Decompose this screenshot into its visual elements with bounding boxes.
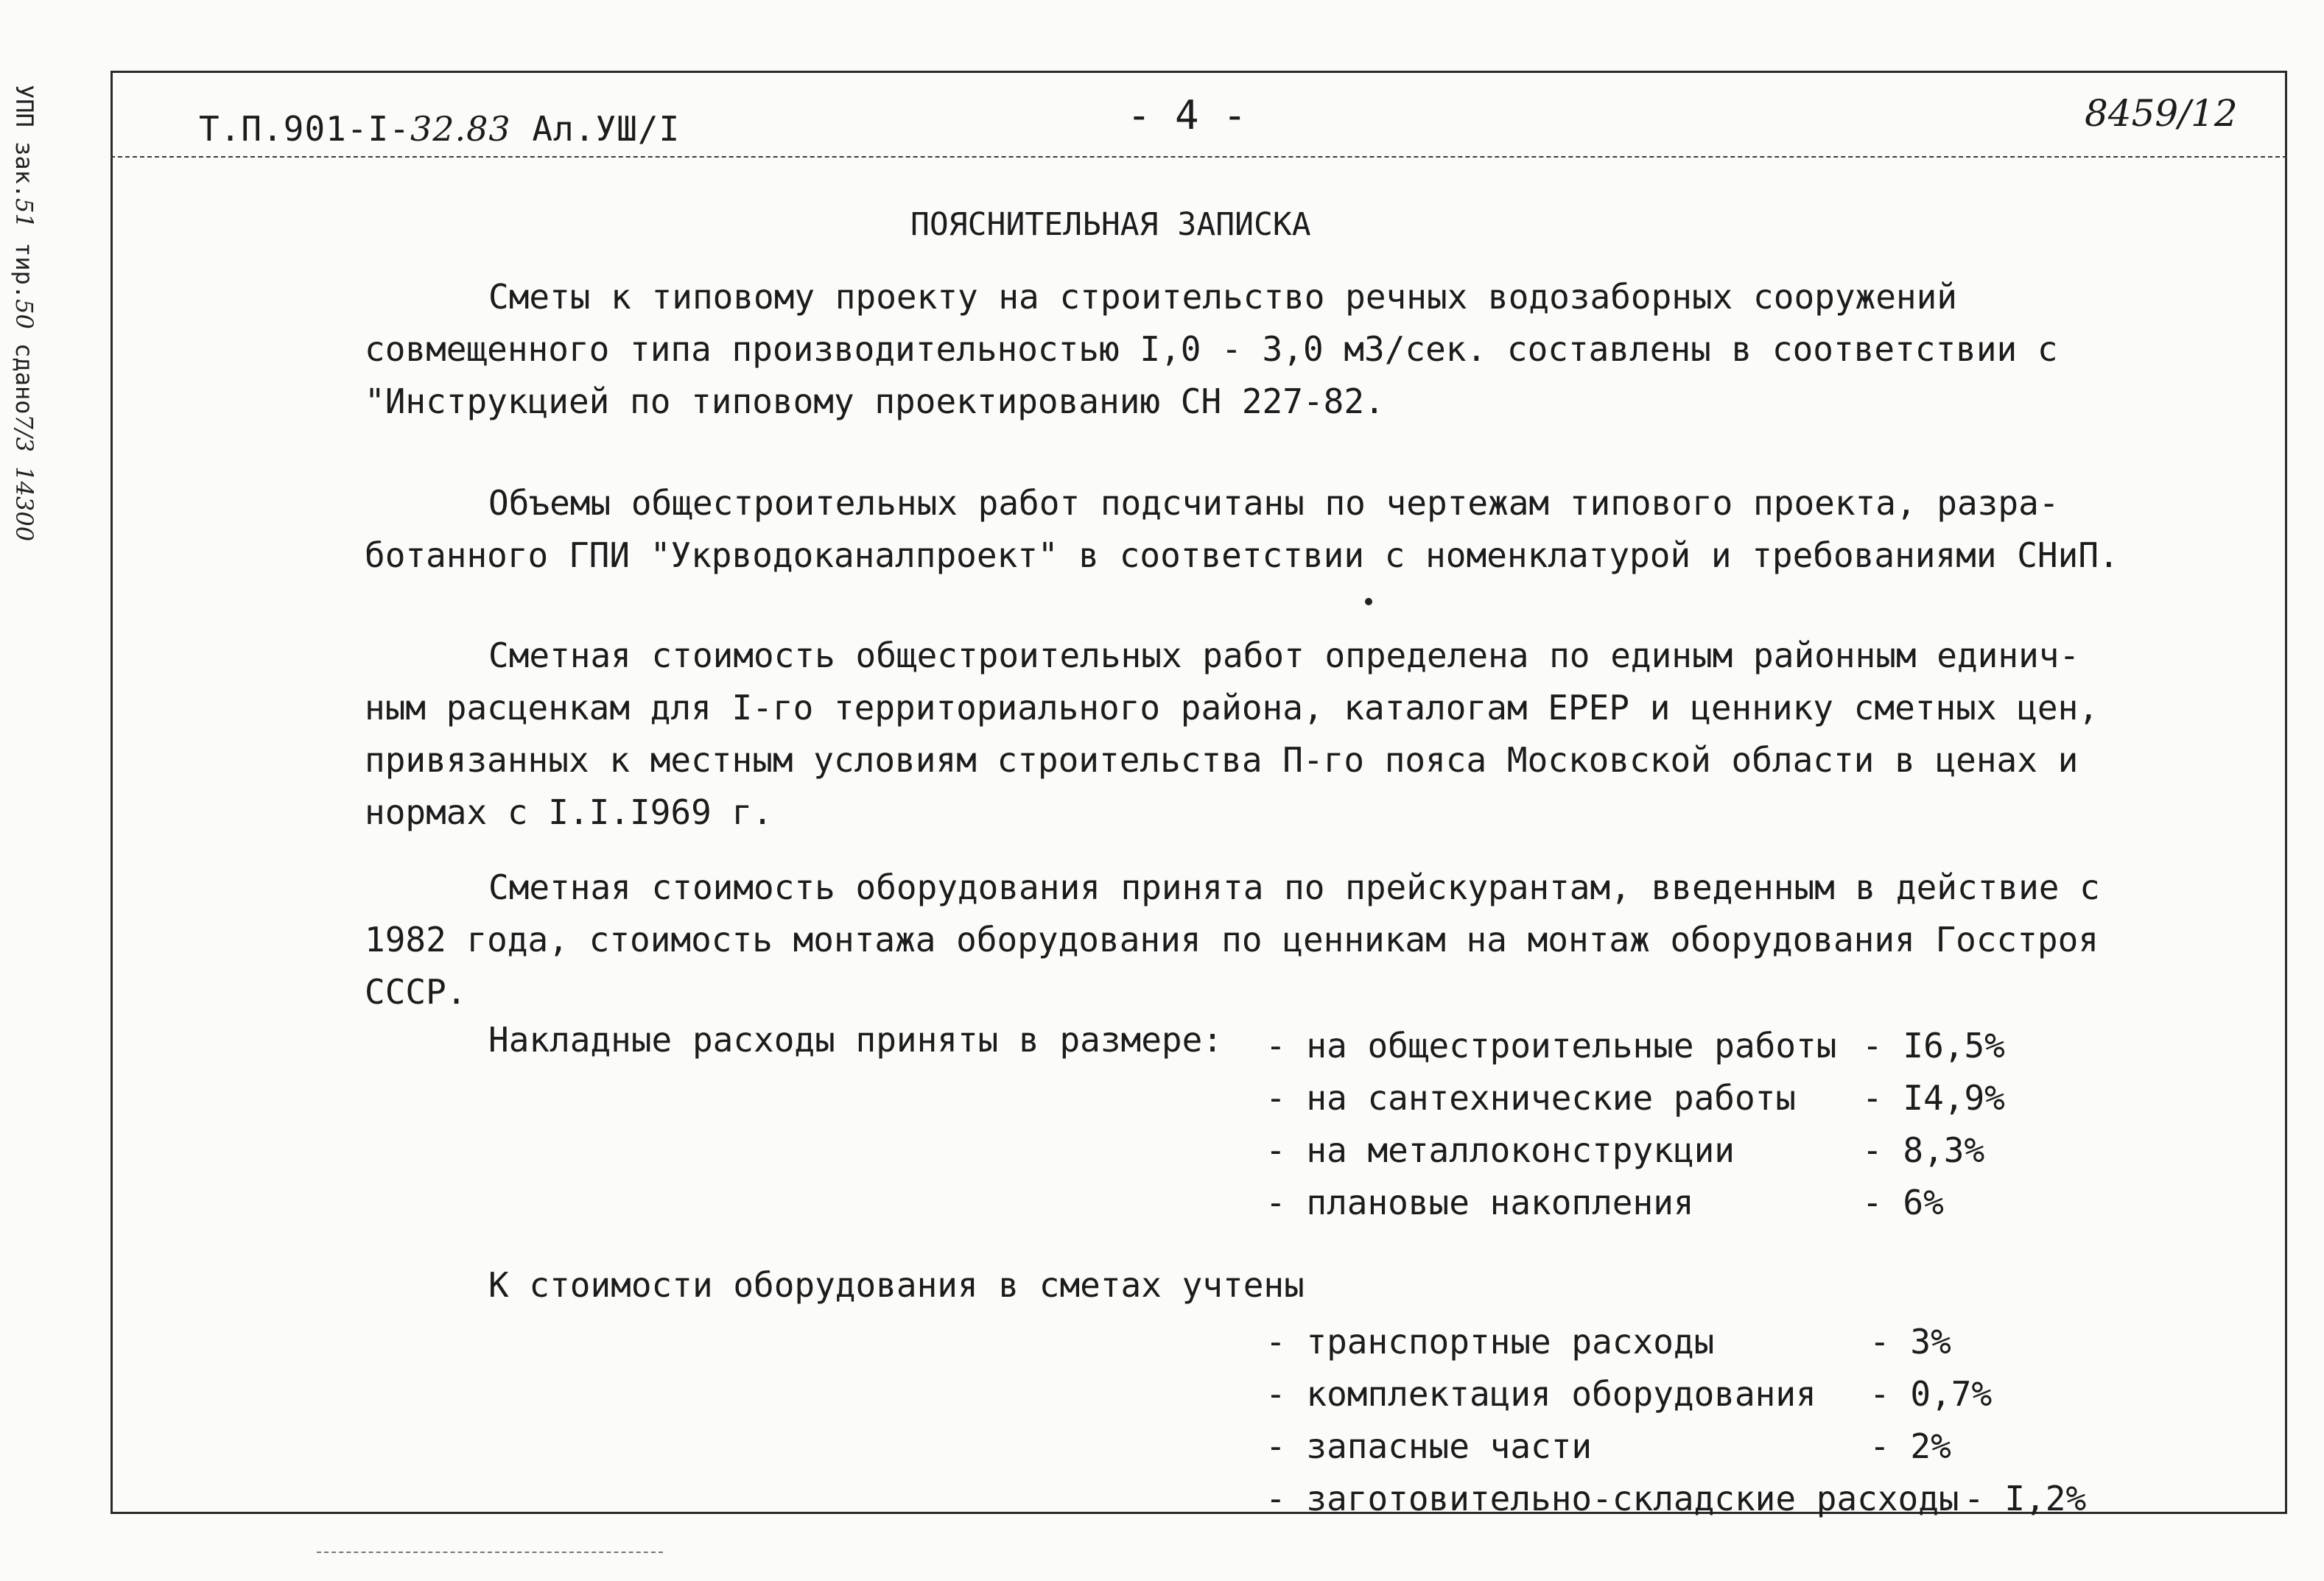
equipment-item-value: - 3%	[1870, 1322, 1951, 1362]
document-code	[199, 109, 680, 149]
paragraph-line: привязанных к местным условиям строительства П-го пояса Московской области в ценах и	[365, 740, 2079, 780]
stamp-date-value: 7/3	[10, 414, 38, 452]
equipment-item-label: - заготовительно-складские расходы	[1265, 1479, 1959, 1518]
overhead-item-value: - 8,3%	[1862, 1130, 1985, 1170]
stamp-copies-value: 50	[10, 299, 38, 329]
stamp-order-value: 51	[10, 198, 38, 228]
paragraph-line: Сметная стоимость общестроительных работ определена по единым районным единич-	[488, 635, 2080, 675]
paragraph-line: ботанного ГПИ "Укрводоканалпроект" в соответствии с номенклатурой и требованиями СНиП.	[365, 535, 2119, 575]
paragraph-scope	[365, 271, 2169, 428]
paragraph-line: Объемы общестроительных работ подсчитаны по чертежам типового проекта, разра-	[488, 483, 2060, 523]
equipment-item-label: - транспортные расходы	[1265, 1322, 1715, 1362]
margin-stamp	[10, 85, 38, 541]
stamp-date-label: сдано	[10, 343, 38, 415]
stamp-org: УПП	[10, 85, 38, 127]
equipment-item-label: - запасные части	[1265, 1426, 1593, 1466]
paragraph-line: СССР.	[365, 972, 467, 1012]
paragraph-line: совмещенного типа производительностью I,0 - 3,0 м3/сек. составлены в соответствии с	[365, 329, 2058, 369]
paragraph-construction-cost	[365, 630, 2169, 839]
archive-number: 8459/12	[2085, 92, 2238, 135]
stamp-handwritten-note: 14300	[10, 466, 38, 542]
paragraph-line: ным расценкам для I-го территориального района, каталогам ЕРЕР и ценнику сметных цен,	[365, 688, 2099, 728]
paragraph-line: Сметы к типовому проекту на строительство речных водозаборных сооружений	[488, 277, 1957, 317]
code-prefix: Т.П.901-I-	[199, 109, 410, 149]
paragraph-line: "Инструкцией по типовому проектированию СН 227-82.	[365, 381, 1385, 421]
equipment-item-value: - 2%	[1870, 1426, 1951, 1466]
code-handwritten: 32.83	[410, 109, 511, 149]
paragraph-line: 1982 года, стоимость монтажа оборудования по ценникам на монтаж оборудования Госстроя	[365, 920, 2099, 959]
page-title: ПОЯСНИТЕЛЬНАЯ ЗАПИСКА	[910, 206, 1311, 243]
header-divider	[110, 156, 2287, 158]
overhead-item-value: - I6,5%	[1862, 1026, 2005, 1066]
overhead-item-label: - на сантехнические работы	[1265, 1078, 1797, 1118]
overhead-item-label: - плановые накопления	[1265, 1183, 1694, 1222]
equipment-label: К стоимости оборудования в сметах учтены	[488, 1265, 1305, 1305]
overhead-item-value: - I4,9%	[1862, 1078, 2005, 1118]
ink-dot	[1365, 598, 1372, 605]
page-number: - 4 -	[1127, 92, 1247, 138]
stamp-copies-label: тир.	[10, 242, 38, 300]
equipment-item-value: - I,2%	[1964, 1479, 2087, 1518]
bottom-dash-line	[317, 1552, 663, 1553]
paragraph-line: Сметная стоимость оборудования принята по прейскурантам, введенным в действие с	[488, 867, 2100, 907]
equipment-item-label: - комплектация оборудования	[1265, 1374, 1816, 1414]
paragraph-line: нормах с I.I.I969 г.	[365, 792, 773, 832]
equipment-item-value: - 0,7%	[1870, 1374, 1993, 1414]
paragraph-volumes	[365, 477, 2169, 582]
overhead-item-value: - 6%	[1862, 1183, 1944, 1222]
overhead-item-label: - на общестроительные работы	[1265, 1026, 1837, 1066]
paragraph-equipment-cost	[365, 862, 2169, 1018]
stamp-order-label: зак.	[10, 141, 38, 199]
overhead-label: Накладные расходы приняты в размере:	[488, 1020, 1223, 1060]
code-suffix: Ал.УШ/I	[532, 109, 681, 149]
overhead-item-label: - на металлоконструкции	[1265, 1130, 1735, 1170]
